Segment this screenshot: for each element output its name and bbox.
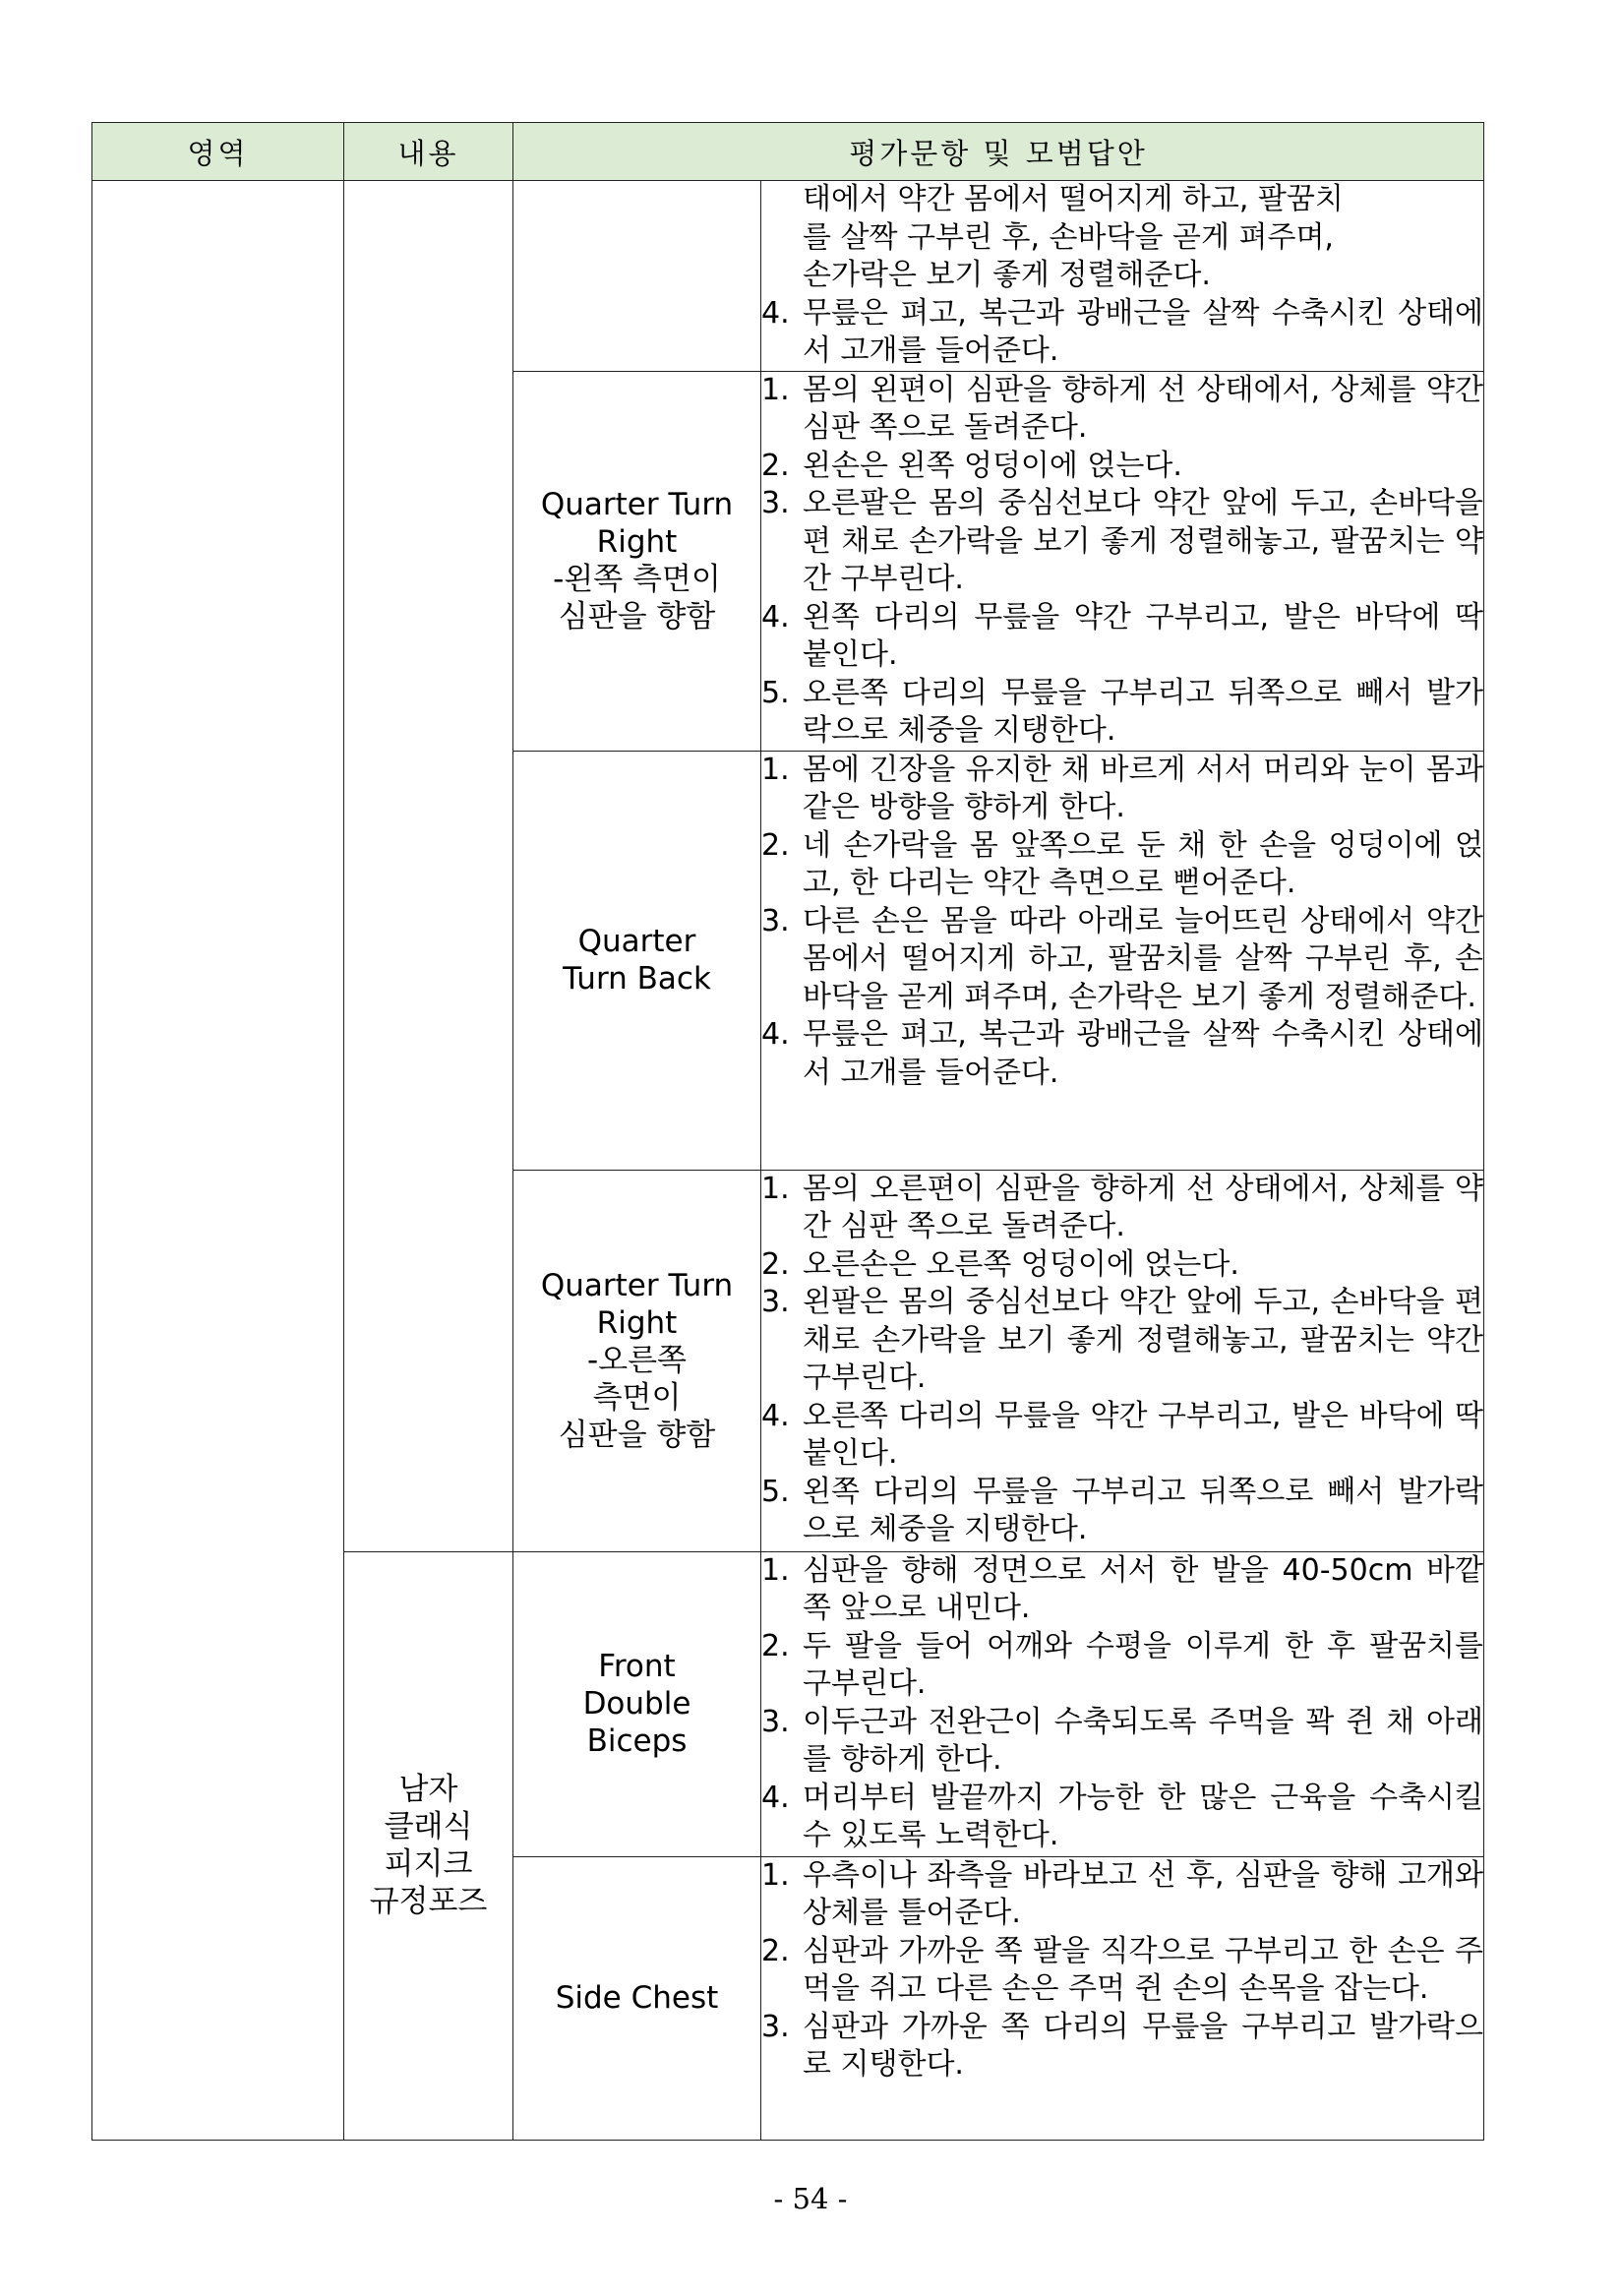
list-item: 3. 이두근과 전완근이 수축되도록 주먹을 꽉 쥔 채 아래를 향하게 한다. [761, 1704, 1484, 1777]
list-item: 5. 오른쪽 다리의 무릎을 구부리고 뒤쪽으로 빼서 발가락으로 체중을 지탱한다. [761, 675, 1484, 748]
pose-items-cell [761, 1551, 1484, 1856]
area-cell [92, 181, 344, 2141]
list-item: 3. 심판과 가까운 쪽 다리의 무릎을 구부리고 발가락으로 지탱한다. [761, 2009, 1484, 2082]
list-item: 1. 몸의 오른편이 심판을 향하게 선 상태에서, 상체를 약간 심판 쪽으로 돌려준다. [761, 1171, 1484, 1243]
table-header-row [92, 123, 1484, 181]
continued-line: 태에서 약간 몸에서 떨어지게 하고, 팔꿈치 [803, 182, 1344, 216]
pose-name-cell: Quarter Turn Right -오른쪽 측면이 심판을 향함 [513, 1170, 761, 1551]
list-item: 1. 몸의 왼편이 심판을 향하게 선 상태에서, 상체를 약간 심판 쪽으로 돌려준다. [761, 372, 1484, 445]
list-item: 1. 심판을 향해 정면으로 서서 한 발을 40-50cm 바깥쪽 앞으로 내민다. [761, 1552, 1484, 1625]
list-item: 3. 왼팔은 몸의 중심선보다 약간 앞에 두고, 손바닥을 편 채로 손가락을 보기 좋게 정렬해놓고, 팔꿈치는 약간 구부린다. [761, 1285, 1484, 1395]
content-cell-previous [344, 181, 513, 1552]
list-item: 2. 왼손은 왼쪽 엉덩이에 얹는다. [761, 448, 1182, 483]
header-questions-answers: 평가문항 및 모범답안 [513, 123, 1484, 181]
pose-items-cell [761, 1856, 1484, 2140]
header-content: 내용 [344, 123, 513, 181]
list-item: 2. 심판과 가까운 쪽 팔을 직각으로 구부리고 한 손은 주먹을 쥐고 다른 손은 주먹 쥔 손의 손목을 잡는다. [761, 1933, 1484, 2006]
list-item: 4. 머리부터 발끝까지 가능한 한 많은 근육을 수축시킬 수 있도록 노력한다. [761, 1780, 1484, 1852]
list-item: 3. 다른 손은 몸을 따라 아래로 늘어뜨린 상태에서 약간 몸에서 떨어지게 하고, 팔꿈치를 살짝 구부린 후, 손바닥을 곧게 펴주며, 손가락은 보기 좋게 정렬해준다. [761, 903, 1484, 1014]
pose-name-cell: Side Chest [513, 1856, 761, 2140]
continued-line: 손가락은 보기 좋게 정렬해준다. [803, 258, 1211, 292]
list-item: 5. 왼쪽 다리의 무릎을 구부리고 뒤쪽으로 빼서 발가락으로 체중을 지탱한다. [761, 1474, 1484, 1546]
evaluation-table [91, 122, 1484, 2141]
list-item: 3. 오른팔은 몸의 중심선보다 약간 앞에 두고, 손바닥을 편 채로 손가락을 보기 좋게 정렬해놓고, 팔꿈치는 약간 구부린다. [761, 486, 1484, 596]
list-item: 4. 오른쪽 다리의 무릎을 약간 구부리고, 발은 바닥에 딱 붙인다. [761, 1398, 1484, 1471]
pose-cell-continued [513, 181, 761, 372]
pose-items-cell [761, 371, 1484, 751]
list-item: 1. 우측이나 좌측을 바라보고 선 후, 심판을 향해 고개와 상체를 틀어준다. [761, 1857, 1484, 1930]
list-item: 2. 오른손은 오른쪽 엉덩이에 얹는다. [761, 1246, 1239, 1282]
table-row [92, 181, 1484, 372]
pose-name-cell: Front Double Biceps [513, 1551, 761, 1856]
pose-items-cell [761, 1170, 1484, 1551]
content-cell-classic-physique: 남자 클래식 피지크 규정포즈 [344, 1551, 513, 2140]
list-item: 4. 무릎은 펴고, 복근과 광배근을 살짝 수축시킨 상태에서 고개를 들어준다. [761, 1017, 1484, 1090]
list-item: 1. 몸에 긴장을 유지한 채 바르게 서서 머리와 눈이 몸과 같은 방향을 향하게 한다. [761, 752, 1484, 824]
pose-name-cell: Quarter Turn Right -왼쪽 측면이 심판을 향함 [513, 371, 761, 751]
list-item: 4. 무릎은 펴고, 복근과 광배근을 살짝 수축시킨 상태에서 고개를 들어준다. [761, 295, 1484, 368]
list-item: 2. 네 손가락을 몸 앞쪽으로 둔 채 한 손을 엉덩이에 얹고, 한 다리는 약간 측면으로 뻗어준다. [761, 827, 1484, 900]
pose-name-cell: Quarter Turn Back [513, 751, 761, 1170]
continued-line: 를 살짝 구부린 후, 손바닥을 곧게 펴주며, [803, 219, 1334, 255]
page-number: - 54 - [773, 2182, 848, 2215]
list-item: 4. 왼쪽 다리의 무릎을 약간 구부리고, 발은 바닥에 딱 붙인다. [761, 599, 1484, 672]
list-item: 2. 두 팔을 들어 어깨와 수평을 이루게 한 후 팔꿈치를 구부린다. [761, 1628, 1484, 1701]
header-area: 영역 [92, 123, 344, 181]
pose-items-cell [761, 751, 1484, 1170]
items-cell-continued [761, 181, 1484, 372]
